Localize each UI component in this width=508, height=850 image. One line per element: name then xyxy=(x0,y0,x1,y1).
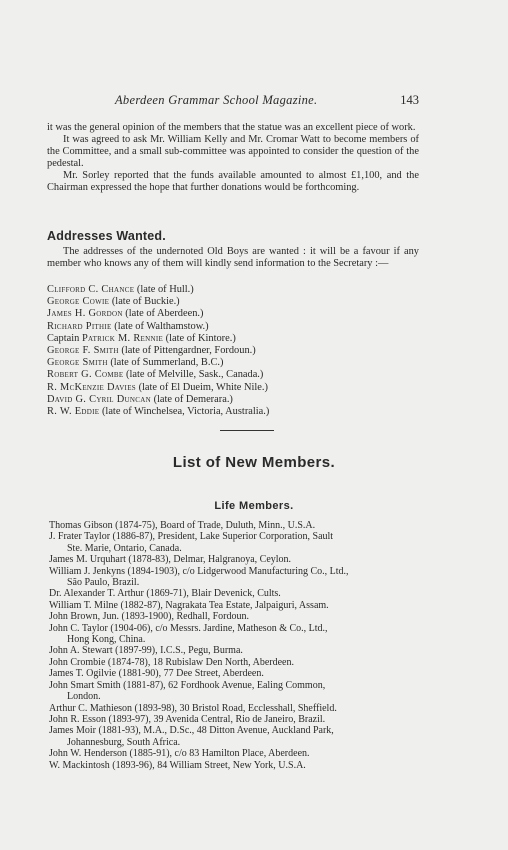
member-line: John Crombie (1874-78), 18 Rubislaw Den North, Aberdeen. xyxy=(49,656,294,668)
wanted-person xyxy=(47,333,269,345)
member-entry xyxy=(49,645,421,656)
person-name: David G. Cyril Duncan xyxy=(47,393,151,405)
page-number: 143 xyxy=(400,93,419,107)
member-entry xyxy=(49,520,421,531)
wanted-person xyxy=(47,382,269,394)
person-last-address: (late of Kintore.) xyxy=(165,332,236,344)
person-last-address: (late of Melville, Sask., Canada.) xyxy=(126,369,264,381)
person-name: George Cowie xyxy=(47,296,110,308)
member-entry xyxy=(49,703,421,714)
intro-paragraph: It was agreed to ask Mr. William Kelly and Mr. Cromar Watt to become members of the Committee, and a small sub-committee was appointed to consider the question of the pedestal. xyxy=(47,134,419,169)
member-entry xyxy=(49,680,421,703)
member-line: James Moir (1881-93), M.A., D.Sc., 48 Ditton Avenue, Auckland Park, xyxy=(49,725,334,737)
member-line: James T. Ogilvie (1881-90), 77 Dee Street, Aberdeen. xyxy=(49,668,264,680)
member-line: W. Mackintosh (1893-96), 84 William Street, New York, U.S.A. xyxy=(49,759,306,771)
person-name: R. McKenzie Davies xyxy=(47,381,136,393)
intro-text xyxy=(47,122,419,194)
person-title: Captain xyxy=(47,332,80,344)
wanted-person xyxy=(47,345,269,357)
member-entry xyxy=(49,600,421,611)
person-last-address: (late of Pittengardner, Fordoun.) xyxy=(121,345,256,357)
magazine-title: Aberdeen Grammar School Magazine. xyxy=(115,93,318,107)
member-entry xyxy=(49,588,421,599)
addresses-intro-block xyxy=(47,246,419,270)
person-last-address: (late of Summerland, B.C.) xyxy=(110,357,224,369)
person-name: Richard Pithie xyxy=(47,320,112,332)
member-line-continued: Johannesburg, South Africa. xyxy=(67,736,181,748)
member-line-continued: London. xyxy=(67,691,101,703)
person-name: Robert G. Combe xyxy=(47,369,124,381)
member-line: John C. Taylor (1904-06), c/o Messrs. Jardine, Matheson & Co., Ltd., xyxy=(49,622,328,634)
member-entry xyxy=(49,623,421,646)
person-name: George F. Smith xyxy=(47,345,119,357)
member-line: John R. Esson (1893-97), 39 Avenida Central, Rio de Janeiro, Brazil. xyxy=(49,713,326,725)
wanted-person xyxy=(47,394,269,406)
person-last-address: (late of Walthamstow.) xyxy=(114,320,209,332)
member-line: William T. Milne (1882-87), Nagrakata Tea Estate, Jalpaiguri, Assam. xyxy=(49,599,329,611)
member-entry xyxy=(49,657,421,668)
addresses-intro: The addresses of the undernoted Old Boys are wanted : it will be a favour if any member who knows any of them will kindly send information to the Secretary :— xyxy=(47,246,419,269)
wanted-person xyxy=(47,284,269,296)
member-entry xyxy=(49,760,421,771)
intro-paragraph: Mr. Sorley reported that the funds available amounted to almost £1,100, and the Chairman expressed the hope that further donations would be forthcoming. xyxy=(47,170,419,193)
person-name: Patrick M. Rennie xyxy=(81,332,164,344)
members-list xyxy=(49,520,421,771)
person-last-address: (late of Hull.) xyxy=(136,284,194,295)
member-line: John Smart Smith (1881-87), 62 Fordhook Avenue, Ealing Common, xyxy=(49,679,326,691)
wanted-person xyxy=(47,321,269,333)
member-entry xyxy=(49,668,421,679)
wanted-person xyxy=(47,406,269,418)
running-header xyxy=(47,93,419,109)
member-line-continued: São Paulo, Brazil. xyxy=(67,577,140,589)
member-line: J. Frater Taylor (1886-87), President, Lake Superior Corporation, Sault xyxy=(49,531,334,543)
new-members-title: List of New Members. xyxy=(172,454,336,471)
member-line: John A. Stewart (1897-99), I.C.S., Pegu, Burma. xyxy=(49,645,243,657)
member-line: Dr. Alexander T. Arthur (1869-71), Blair Devenick, Cults. xyxy=(49,588,281,600)
person-last-address: (late of Winchelsea, Victoria, Australia.) xyxy=(101,406,270,418)
wanted-person xyxy=(47,369,269,381)
person-last-address: (late of El Dueim, White Nile.) xyxy=(138,381,268,393)
member-entry xyxy=(49,554,421,565)
wanted-list xyxy=(47,284,269,418)
member-entry xyxy=(49,714,421,725)
member-entry xyxy=(49,566,421,589)
person-name: Clifford C. Chance xyxy=(47,284,135,295)
member-line: James M. Urquhart (1878-83), Delmar, Halgranoya, Ceylon. xyxy=(49,554,292,566)
member-line: John Brown, Jun. (1893-1900), Redhall, Fordoun. xyxy=(49,611,249,623)
person-name: James H. Gordon xyxy=(47,308,123,320)
person-name: R. W. Eddie xyxy=(47,406,100,418)
member-entry xyxy=(49,611,421,622)
member-line: Arthur C. Mathieson (1893-98), 30 Bristol Road, Ecclesshall, Sheffield. xyxy=(49,702,337,714)
member-entry xyxy=(49,531,421,554)
life-members-subtitle: Life Members. xyxy=(214,500,294,512)
member-line-continued: Hong Kong, China. xyxy=(67,634,146,646)
wanted-person xyxy=(47,296,269,308)
intro-paragraph: it was the general opinion of the members that the statue was an excellent piece of work. xyxy=(47,122,416,133)
person-last-address: (late of Buckie.) xyxy=(111,296,180,308)
person-name: George Smith xyxy=(47,357,108,369)
member-line-continued: Ste. Marie, Ontario, Canada. xyxy=(67,542,182,554)
member-line: John W. Henderson (1885-91), c/o 83 Hamilton Place, Aberdeen. xyxy=(49,748,310,760)
member-entry xyxy=(49,725,421,748)
member-line: Thomas Gibson (1874-75), Board of Trade, Duluth, Minn., U.S.A. xyxy=(49,520,316,531)
addresses-heading: Addresses Wanted. xyxy=(47,229,166,243)
person-last-address: (late of Demerara.) xyxy=(153,393,233,405)
section-divider xyxy=(220,430,274,431)
wanted-person xyxy=(47,308,269,320)
wanted-person xyxy=(47,357,269,369)
member-entry xyxy=(49,748,421,759)
person-last-address: (late of Aberdeen.) xyxy=(125,308,204,320)
member-line: William J. Jenkyns (1894-1903), c/o Lidgerwood Manufacturing Co., Ltd., xyxy=(49,565,349,577)
